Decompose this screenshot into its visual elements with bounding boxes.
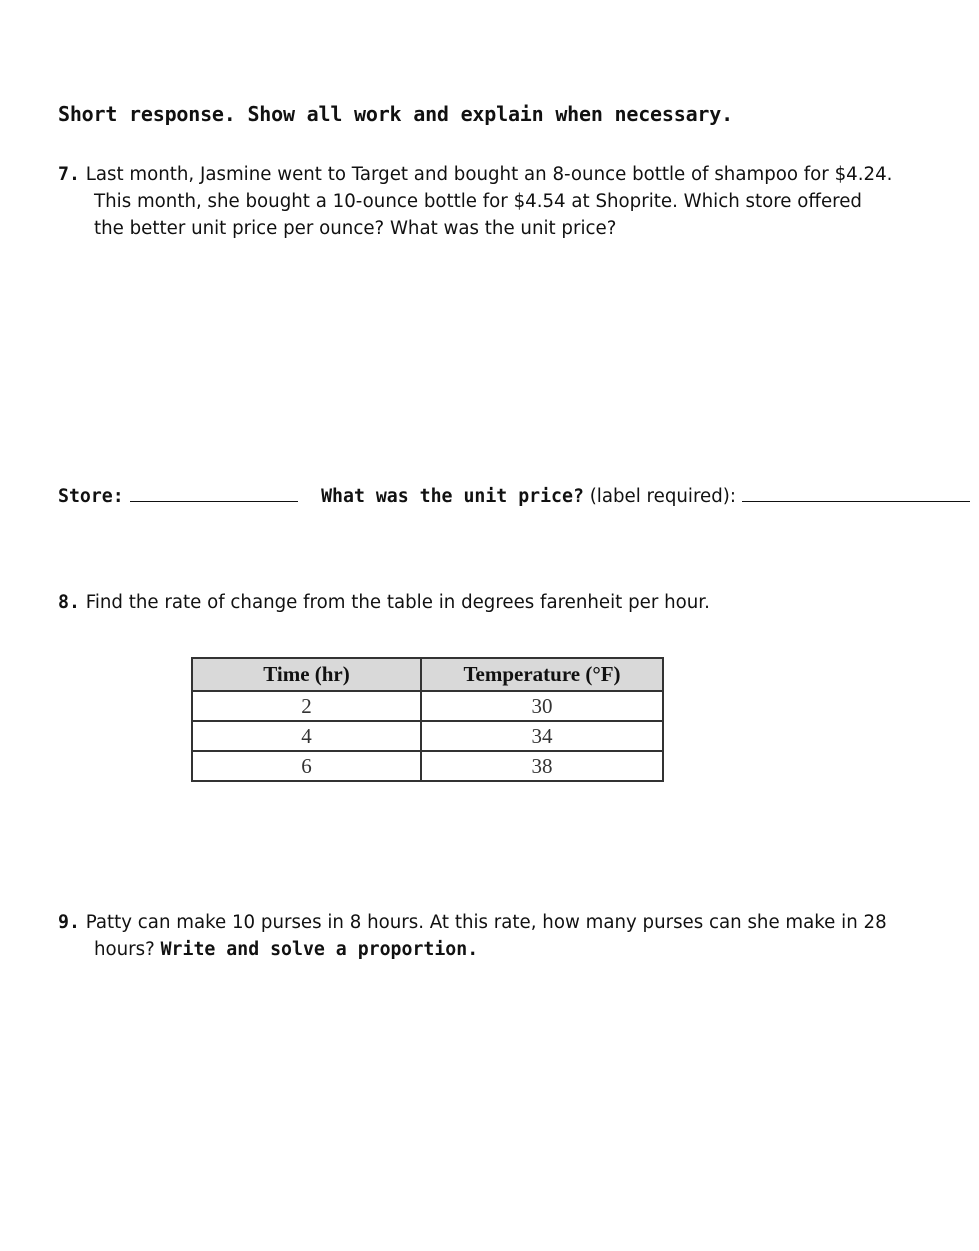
question-9-text-2: hours? <box>94 939 155 960</box>
table-cell-temperature: 30 <box>421 691 663 721</box>
label-required-note: (label required): <box>589 486 736 507</box>
table-cell-time: 4 <box>192 721 421 751</box>
question-7-number: 7. <box>58 164 80 185</box>
table-header-temperature: Temperature (°F) <box>421 658 663 691</box>
question-7-text-1: Last month, Jasmine went to Target and bought an 8-ounce bottle of shampoo for $4.24. <box>85 164 893 185</box>
table-row <box>192 721 663 751</box>
question-8-text: Find the rate of change from the table in degrees farenheit per hour. <box>85 592 710 613</box>
question-7-line-1 <box>58 161 892 188</box>
question-7-text-3: the better unit price per ounce? What was the unit price? <box>94 218 617 239</box>
question-7-answer-row <box>58 483 970 507</box>
section-heading: Short response. Show all work and explain when necessary. <box>58 102 733 126</box>
table-cell-temperature: 34 <box>421 721 663 751</box>
table-header-time: Time (hr) <box>192 658 421 691</box>
question-9 <box>58 909 887 963</box>
table-cell-temperature: 38 <box>421 751 663 781</box>
table-row <box>192 691 663 721</box>
table-header-row <box>192 658 663 691</box>
question-8-number: 8. <box>58 592 80 613</box>
question-9-number: 9. <box>58 912 80 933</box>
question-9-line-2 <box>58 936 887 963</box>
table-cell-time: 2 <box>192 691 421 721</box>
store-answer-blank[interactable] <box>130 483 298 502</box>
question-9-text-1: Patty can make 10 purses in 8 hours. At this rate, how many purses can she make in 28 <box>85 912 887 933</box>
temperature-table <box>191 657 664 782</box>
table-cell-time: 6 <box>192 751 421 781</box>
question-7 <box>58 161 892 242</box>
question-8 <box>58 589 710 616</box>
unit-price-answer-blank[interactable] <box>742 483 970 502</box>
question-9-line-1 <box>58 909 887 936</box>
question-9-instruction: Write and solve a proportion. <box>160 939 479 960</box>
unit-price-label: What was the unit price? <box>321 486 584 507</box>
table-row <box>192 751 663 781</box>
store-label: Store: <box>58 486 124 507</box>
question-7-text-2: This month, she bought a 10-ounce bottle for $4.54 at Shoprite. Which store offered <box>94 191 862 212</box>
